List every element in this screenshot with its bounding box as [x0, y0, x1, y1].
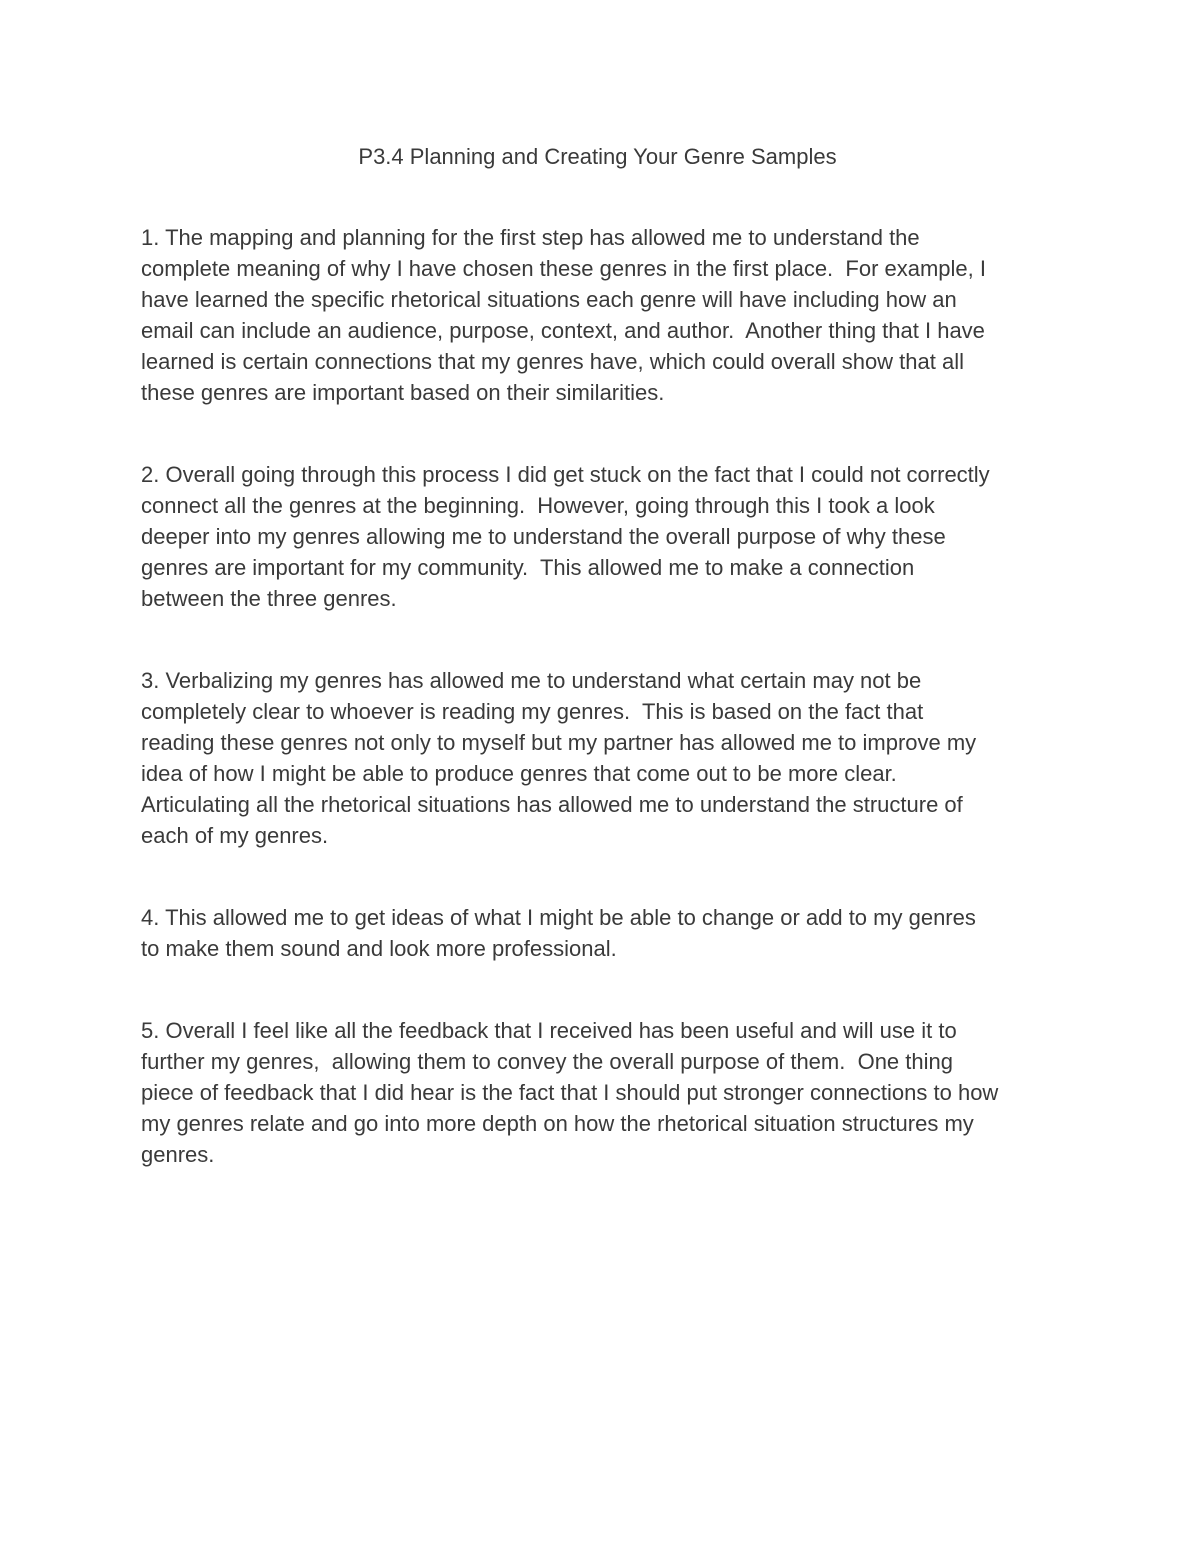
answer-paragraph-4: [141, 902, 976, 964]
paragraph-line: to make them sound and look more professional.: [141, 936, 617, 961]
paragraph-line: connect all the genres at the beginning. However, going through this I took a look: [141, 493, 935, 518]
answer-paragraph-3: [141, 665, 976, 851]
paragraph-line: email can include an audience, purpose, context, and author. Another thing that I have: [141, 318, 985, 343]
paragraph-line: genres.: [141, 1142, 215, 1167]
document-title: P3.4 Planning and Creating Your Genre Samples: [358, 144, 837, 169]
paragraph-line: Articulating all the rhetorical situations has allowed me to understand the structure of: [141, 792, 963, 817]
answer-paragraph-5: [141, 1015, 998, 1170]
paragraph-line: each of my genres.: [141, 823, 329, 848]
paragraph-line: deeper into my genres allowing me to understand the overall purpose of why these: [141, 524, 946, 549]
paragraph-line: have learned the specific rhetorical situations each genre will have including how an: [141, 287, 957, 312]
paragraph-line: between the three genres.: [141, 586, 397, 611]
paragraph-line: 4. This allowed me to get ideas of what I might be able to change or add to my genres: [141, 905, 976, 930]
paragraph-line: these genres are important based on their similarities.: [141, 380, 665, 405]
paragraph-line: further my genres, allowing them to convey the overall purpose of them. One thing: [141, 1049, 953, 1074]
answer-paragraph-2: [141, 459, 990, 614]
paragraph-line: my genres relate and go into more depth on how the rhetorical situation structures my: [141, 1111, 974, 1136]
paragraph-line: completely clear to whoever is reading my genres. This is based on the fact that: [141, 699, 924, 724]
paragraph-line: 2. Overall going through this process I did get stuck on the fact that I could not correctly: [141, 462, 990, 487]
paragraph-line: complete meaning of why I have chosen these genres in the first place. For example, I: [141, 256, 987, 281]
paragraph-line: genres are important for my community. This allowed me to make a connection: [141, 555, 915, 580]
paragraph-line: 1. The mapping and planning for the first step has allowed me to understand the: [141, 225, 920, 250]
paragraph-line: 5. Overall I feel like all the feedback that I received has been useful and will use it to: [141, 1018, 957, 1043]
paragraph-line: reading these genres not only to myself but my partner has allowed me to improve my: [141, 730, 977, 755]
paragraph-line: piece of feedback that I did hear is the fact that I should put stronger connections to how: [141, 1080, 999, 1105]
paragraph-line: idea of how I might be able to produce genres that come out to be more clear.: [141, 761, 897, 786]
paragraph-line: learned is certain connections that my genres have, which could overall show that all: [141, 349, 965, 374]
answer-paragraph-1: [141, 222, 986, 408]
paragraph-line: 3. Verbalizing my genres has allowed me to understand what certain may not be: [141, 668, 922, 693]
